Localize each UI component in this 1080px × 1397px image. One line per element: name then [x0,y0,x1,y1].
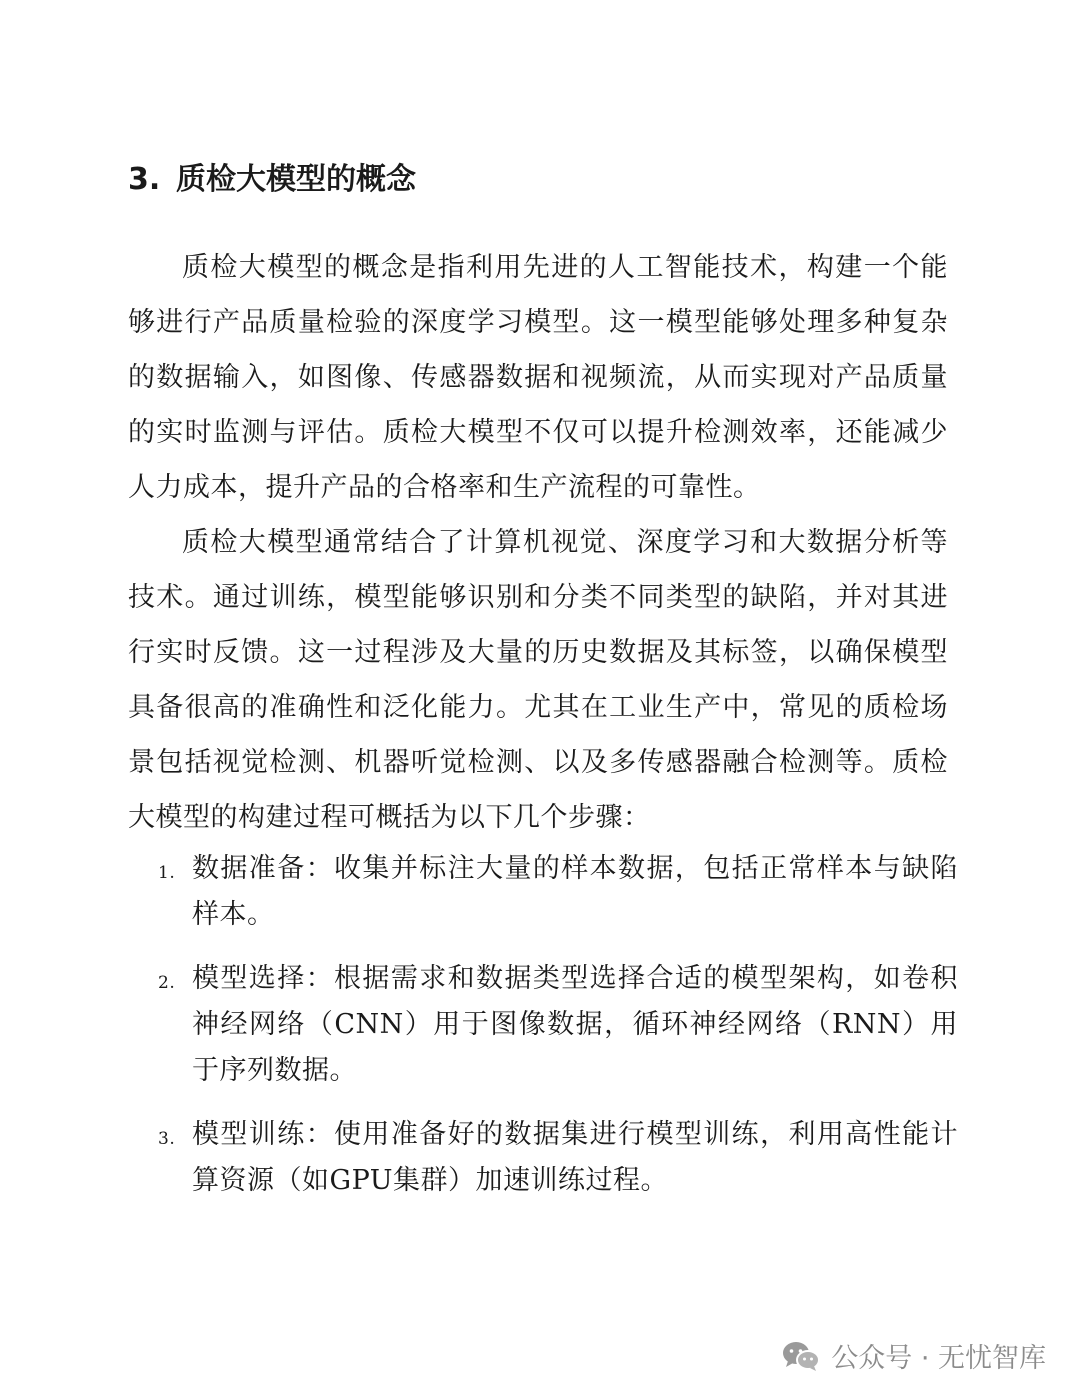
section-number: 3. [128,162,161,197]
section-title: 质检大模型的概念 [176,162,416,197]
list-item [128,956,958,1094]
steps-list [128,846,958,1222]
list-item-text: 数据准备：收集并标注大量的样本数据，包括正常样本与缺陷样本。 [192,853,958,930]
list-marker: 2. [158,973,176,993]
list-item [128,1112,958,1204]
wechat-icon [781,1339,821,1373]
paragraph-concept: 质检大模型的概念是指利用先进的人工智能技术，构建一个能够进行产品质量检验的深度学习模型。这一模型能够处理多种复杂的数据输入，如图像、传感器数据和视频流，从而实现对产品质量的实时监测与评估。质检大模型不仅可以提升检测效率，还能减少人力成本，提升产品的合格率和生产流程的可靠性。 [128,252,948,503]
list-item [128,846,958,938]
paragraph-techniques: 质检大模型通常结合了计算机视觉、深度学习和大数据分析等技术。通过训练，模型能够识别和分类不同类型的缺陷，并对其进行实时反馈。这一过程涉及大量的历史数据及其标签，以确保模型具备很高的准确性和泛化能力。尤其在工业生产中，常见的质检场景包括视觉检测、机器听觉检测、以及多传感器融合检测等。质检大模型的构建过程可概括为以下几个步骤： [128,527,948,833]
watermark-text: 公众号 · 无忧智库 [831,1343,1046,1374]
list-marker: 1. [158,863,176,883]
watermark [781,1336,1046,1375]
list-marker: 3. [158,1129,176,1149]
section-heading [128,156,416,204]
list-item-text: 模型选择：根据需求和数据类型选择合适的模型架构，如卷积神经网络（CNN）用于图像数据，循环神经网络（RNN）用于序列数据。 [192,963,958,1086]
list-item-text: 模型训练：使用准备好的数据集进行模型训练，利用高性能计算资源（如GPU集群）加速训练过程。 [192,1119,958,1196]
